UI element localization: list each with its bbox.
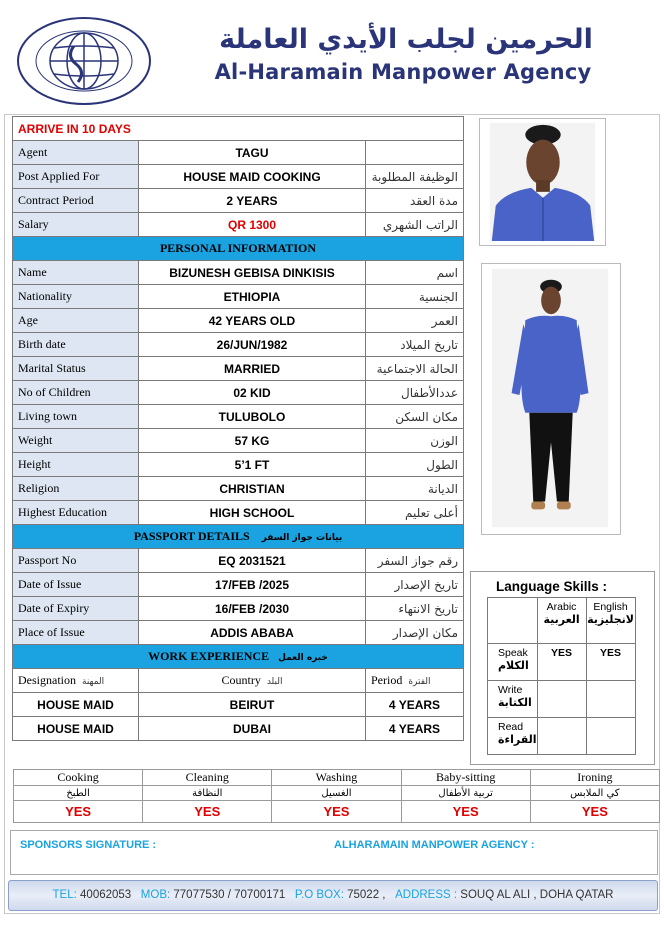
job-label-ar: الراتب الشهري — [366, 213, 464, 237]
passport-label: Passport No — [13, 549, 139, 573]
skill-name: Baby-sitting — [401, 770, 530, 786]
passport-row — [13, 621, 464, 645]
arabic-label-ar: العربية — [543, 613, 580, 626]
passport-label: Date of Issue — [13, 573, 139, 597]
lang-col-arabic — [537, 598, 586, 644]
skill-value: YES — [143, 801, 272, 823]
work-designation: HOUSE MAID — [13, 717, 139, 741]
job-label: Contract Period — [13, 189, 139, 213]
job-row — [13, 189, 464, 213]
work-country: DUBAI — [139, 717, 366, 741]
passport-row — [13, 549, 464, 573]
mob-value: 77077530 / 70700171 — [173, 889, 286, 901]
personal-value: CHRISTIAN — [139, 477, 366, 501]
personal-label-ar: الديانة — [366, 477, 464, 501]
passport-value: EQ 2031521 — [139, 549, 366, 573]
skill-name: Ironing — [530, 770, 659, 786]
lang-col-english — [586, 598, 635, 644]
personal-label: Highest Education — [13, 501, 139, 525]
personal-label-ar: الطول — [366, 453, 464, 477]
work-row — [13, 717, 464, 741]
skill-en: Read — [498, 721, 524, 733]
personal-value: BIZUNESH GEBISA DINKISIS — [139, 261, 366, 285]
personal-value: TULUBOLO — [139, 405, 366, 429]
job-label-ar — [366, 141, 464, 165]
personal-value: 5’1 FT — [139, 453, 366, 477]
language-skills-title: Language Skills : — [496, 579, 608, 594]
agency-logo — [16, 16, 152, 106]
english-level — [586, 681, 635, 718]
job-value: HOUSE MAID COOKING — [139, 165, 366, 189]
col-period — [366, 669, 464, 693]
job-row — [13, 213, 464, 237]
arabic-level — [537, 718, 586, 755]
personal-info-header: PERSONAL INFORMATION — [13, 237, 464, 261]
address-value: SOUQ AL ALI , DOHA QATAR — [460, 889, 614, 901]
personal-label: Height — [13, 453, 139, 477]
english-level: YES — [586, 644, 635, 681]
personal-row — [13, 357, 464, 381]
address-label: ADDRESS : — [395, 889, 458, 901]
personal-row — [13, 261, 464, 285]
agency-title-english: Al-Haramain Manpower Agency — [214, 60, 592, 84]
personal-label: Nationality — [13, 285, 139, 309]
personal-value: MARRIED — [139, 357, 366, 381]
agency-title-arabic: الحرمين لجلب الأيدي العاملة — [219, 24, 593, 55]
tel-value: 40062053 — [80, 889, 132, 901]
cv-table — [12, 116, 464, 741]
skill-value: YES — [272, 801, 401, 823]
personal-label: No of Children — [13, 381, 139, 405]
language-row — [488, 718, 636, 755]
sponsor-signature-label: SPONSORS SIGNATURE : — [20, 839, 157, 851]
skill-value: YES — [401, 801, 530, 823]
personal-row — [13, 381, 464, 405]
personal-label-ar: عددالأطفال — [366, 381, 464, 405]
skill-name: Cleaning — [143, 770, 272, 786]
job-section — [13, 141, 464, 237]
passport-label-ar: تاريخ الانتهاء — [366, 597, 464, 621]
job-value: QR 1300 — [139, 213, 366, 237]
language-rows — [488, 644, 636, 755]
passport-value: 16/FEB /2030 — [139, 597, 366, 621]
job-value: TAGU — [139, 141, 366, 165]
language-skill-label — [488, 681, 538, 718]
personal-label: Marital Status — [13, 357, 139, 381]
personal-label: Weight — [13, 429, 139, 453]
passport-row — [13, 573, 464, 597]
arabic-level: YES — [537, 644, 586, 681]
skill-name-ar: النظافة — [143, 786, 272, 801]
country-label: Country — [221, 673, 261, 687]
passport-details-header — [13, 525, 464, 549]
personal-label-ar: العمر — [366, 309, 464, 333]
work-designation: HOUSE MAID — [13, 693, 139, 717]
arabic-label: Arabic — [546, 601, 577, 613]
work-rows — [13, 693, 464, 741]
tel-label: TEL: — [52, 889, 77, 901]
job-value: 2 YEARS — [139, 189, 366, 213]
personal-section — [13, 261, 464, 525]
mob-label: MOB: — [140, 889, 171, 901]
passport-label: Place of Issue — [13, 621, 139, 645]
personal-row — [13, 285, 464, 309]
personal-value: 42 YEARS OLD — [139, 309, 366, 333]
personal-label-ar: أعلى تعليم — [366, 501, 464, 525]
personal-label-ar: الجنسية — [366, 285, 464, 309]
period-label-ar: الفترة — [408, 677, 431, 687]
language-table — [487, 597, 636, 755]
work-experience-header — [13, 645, 464, 669]
work-country: BEIRUT — [139, 693, 366, 717]
arrive-notice: ARRIVE IN 10 DAYS — [13, 117, 464, 141]
personal-label-ar: الوزن — [366, 429, 464, 453]
personal-value: HIGH SCHOOL — [139, 501, 366, 525]
personal-row — [13, 333, 464, 357]
personal-value: 02 KID — [139, 381, 366, 405]
personal-label: Religion — [13, 477, 139, 501]
col-country — [139, 669, 366, 693]
work-period: 4 YEARS — [366, 717, 464, 741]
arabic-level — [537, 681, 586, 718]
skill-name: Washing — [272, 770, 401, 786]
pobox-label: P.O BOX: — [294, 889, 344, 901]
personal-label: Name — [13, 261, 139, 285]
job-label-ar: الوظيفة المطلوبة — [366, 165, 464, 189]
skill-name-ar: كي الملابس — [530, 786, 659, 801]
job-row — [13, 141, 464, 165]
skill-value: YES — [530, 801, 659, 823]
job-label: Salary — [13, 213, 139, 237]
personal-row — [13, 309, 464, 333]
personal-row — [13, 453, 464, 477]
skills-table — [13, 769, 660, 823]
personal-label-ar: اسم — [366, 261, 464, 285]
english-label-ar: لانجليزية — [587, 613, 634, 626]
language-skill-label — [488, 718, 538, 755]
skill-value: YES — [14, 801, 143, 823]
personal-label-ar: الحالة الاجتماعية — [366, 357, 464, 381]
language-skill-label — [488, 644, 538, 681]
passport-label: Date of Expiry — [13, 597, 139, 621]
country-label-ar: البلد — [266, 677, 283, 687]
passport-header-en: PASSPORT DETAILS — [133, 529, 250, 543]
work-row — [13, 693, 464, 717]
job-label-ar: مدة العقد — [366, 189, 464, 213]
personal-value: 26/JUN/1982 — [139, 333, 366, 357]
personal-value: ETHIOPIA — [139, 285, 366, 309]
lang-corner — [488, 598, 538, 644]
language-row — [488, 644, 636, 681]
job-label: Agent — [13, 141, 139, 165]
skill-name-ar: الطبخ — [14, 786, 143, 801]
agency-signature-label: ALHARAMAIN MANPOWER AGENCY : — [334, 839, 535, 851]
job-label: Post Applied For — [13, 165, 139, 189]
skill-name-ar: تربية الأطفال — [401, 786, 530, 801]
signature-box — [10, 830, 658, 875]
personal-row — [13, 429, 464, 453]
personal-row — [13, 501, 464, 525]
skill-ar: الكتابة — [498, 696, 532, 709]
english-label: English — [593, 601, 628, 613]
personal-row — [13, 477, 464, 501]
designation-label-ar: المهنة — [82, 677, 105, 687]
skill-name: Cooking — [14, 770, 143, 786]
portrait-photo — [479, 118, 606, 246]
english-level — [586, 718, 635, 755]
passport-label-ar: رقم جواز السفر — [366, 549, 464, 573]
full-body-photo — [481, 263, 621, 535]
col-designation — [13, 669, 139, 693]
work-period: 4 YEARS — [366, 693, 464, 717]
passport-value: ADDIS ABABA — [139, 621, 366, 645]
designation-label: Designation — [18, 673, 76, 687]
skill-ar: القراءة — [498, 733, 537, 746]
footer-contact — [8, 889, 658, 901]
skill-ar: الكلام — [498, 659, 529, 672]
passport-value: 17/FEB /2025 — [139, 573, 366, 597]
skill-en: Write — [498, 684, 523, 696]
passport-row — [13, 597, 464, 621]
passport-label-ar: تاريخ الإصدار — [366, 573, 464, 597]
work-header-en: WORK EXPERIENCE — [148, 649, 270, 663]
pobox-value: 75022 , — [347, 889, 386, 901]
job-row — [13, 165, 464, 189]
personal-row — [13, 405, 464, 429]
passport-header-ar: بيانات جواز السفر — [261, 533, 343, 543]
period-label: Period — [371, 673, 403, 687]
personal-label-ar: تاريخ الميلاد — [366, 333, 464, 357]
passport-section — [13, 549, 464, 645]
passport-label-ar: مكان الإصدار — [366, 621, 464, 645]
personal-value: 57 KG — [139, 429, 366, 453]
skill-en: Speak — [498, 647, 528, 659]
personal-label: Birth date — [13, 333, 139, 357]
personal-label: Age — [13, 309, 139, 333]
personal-label: Living town — [13, 405, 139, 429]
personal-label-ar: مكان السكن — [366, 405, 464, 429]
work-header-ar: خبره العمل — [278, 653, 328, 663]
skill-name-ar: الغسيل — [272, 786, 401, 801]
language-row — [488, 681, 636, 718]
